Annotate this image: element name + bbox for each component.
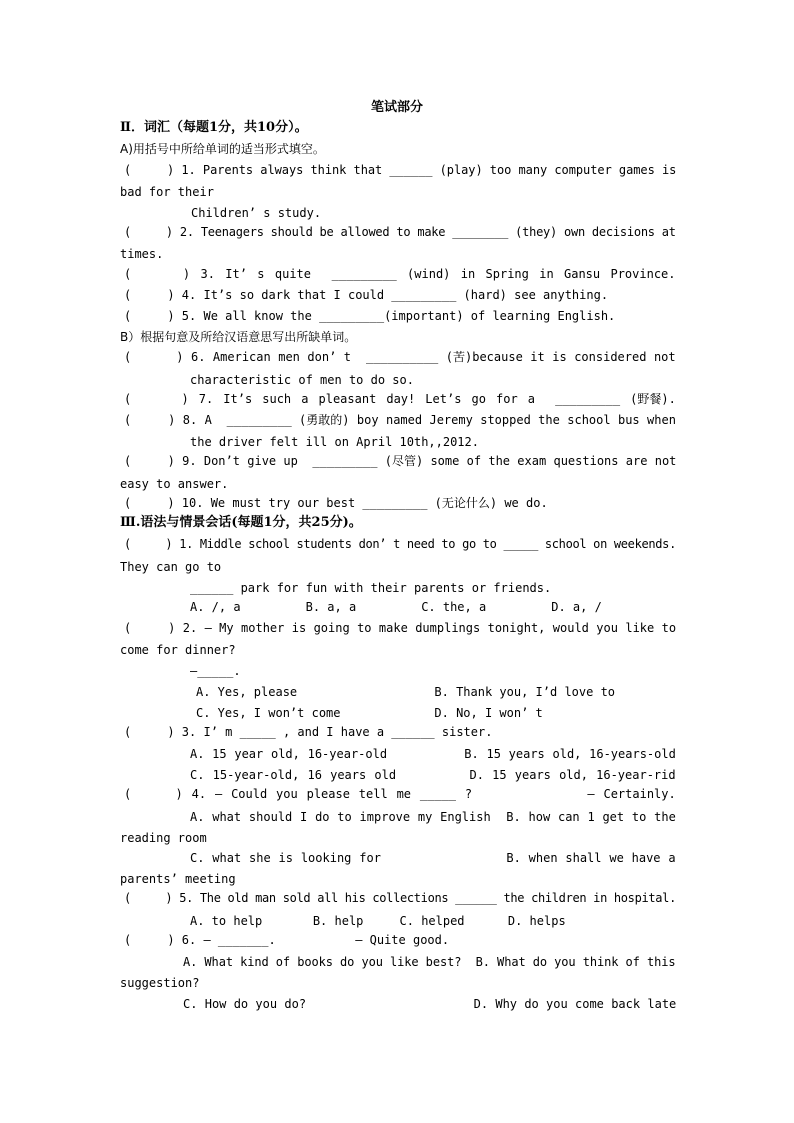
- grammar-q2-cont: come for dinner?: [120, 643, 236, 657]
- grammar-q2: ( ) 2. — My mother is going to make dumplings tonight, would you like to: [124, 621, 677, 635]
- vocab-q7: ( ) 7. It’s such a pleasant day! Let’s go for a _________ (野餐).: [124, 392, 676, 406]
- vocab-q8-cont: the driver felt ill on April 10th,,2012.: [190, 435, 479, 449]
- page-title: 笔试部分: [370, 100, 423, 115]
- grammar-q2-options-cd: C. Yes, I won’t come D. No, I won’ t: [196, 706, 543, 720]
- section-2-part-b: B）根据句意及所给汉语意思写出所缺单词。: [120, 330, 357, 344]
- grammar-q6-options-ab: A. What kind of books do you like best? B. What do you think of this: [183, 955, 676, 969]
- grammar-q1-cont2: ______ park for fun with their parents or friends.: [190, 581, 552, 595]
- grammar-q6-options-ab-cont: suggestion?: [120, 976, 200, 990]
- grammar-q1-cont: They can go to: [120, 560, 222, 574]
- grammar-q3-options-ab: A. 15 year old, 16-year-old B. 15 years old, 16-years-old: [190, 747, 676, 761]
- vocab-q8: ( ) 8. A _________ (勇敢的) boy named Jeremy stopped the school bus when: [124, 413, 676, 427]
- grammar-q5: ( ) 5. The old man sold all his collections ______ the children in hospital.: [124, 891, 676, 905]
- grammar-q3: ( ) 3. I’ m _____ , and I have a ______ sister.: [124, 725, 493, 739]
- grammar-q4-options-ab: A. what should I do to improve my English B. how can 1 get to the: [190, 810, 676, 824]
- grammar-q4-options-ab-cont: reading room: [120, 831, 207, 845]
- grammar-q5-options: A. to help B. help C. helped D. helps: [190, 914, 566, 928]
- grammar-q2-reply: —_____.: [190, 664, 241, 678]
- grammar-q4-options-cd: C. what she is looking for B. when shall we have a: [190, 851, 676, 865]
- grammar-q6-options-cd: C. How do you do? D. Why do you come back late: [183, 997, 677, 1011]
- vocab-q1-cont2: Children’ s study.: [191, 206, 322, 220]
- grammar-q4-options-cd-cont: parents’ meeting: [120, 872, 236, 886]
- vocab-q5: ( ) 5. We all know the _________(important) of learning English.: [124, 309, 616, 323]
- vocab-q4: ( ) 4. It’s so dark that I could _________ (hard) see anything.: [124, 288, 609, 302]
- vocab-q1: ( ) 1. Parents always think that ______ (play) too many computer games is: [124, 163, 677, 177]
- section-3-heading: Ⅲ.语法与情景会话(每题1分，共25分)。: [120, 515, 362, 530]
- section-2-part-a: A)用括号中所给单词的适当形式填空。: [120, 142, 325, 156]
- vocab-q2: ( ) 2. Teenagers should be allowed to make ________ (they) own decisions at: [124, 225, 676, 239]
- vocab-q10: ( ) 10. We must try our best _________ (无论什么) we do.: [124, 496, 548, 510]
- grammar-q1-options: A. /, a B. a, a C. the, a D. a, /: [190, 600, 602, 614]
- vocab-q9-cont: easy to answer.: [120, 477, 229, 491]
- grammar-q6: ( ) 6. — _______. — Quite good.: [124, 933, 450, 947]
- grammar-q3-options-cd: C. 15-year-old, 16 years old D. 15 years old, 16-year-rid: [190, 768, 676, 782]
- vocab-q6-cont: characteristic of men to do so.: [190, 373, 414, 387]
- grammar-q2-options-ab: A. Yes, please B. Thank you, I’d love to: [196, 685, 616, 699]
- vocab-q6: ( ) 6. American men don’ t __________ (苦)because it is considered not: [124, 350, 676, 364]
- vocab-q3: ( ) 3. It’ s quite _________ (wind) in Spring in Gansu Province.: [124, 267, 676, 281]
- vocab-q9: ( ) 9. Don’t give up _________ (尽管) some of the exam questions are not: [124, 454, 677, 468]
- vocab-q1-cont: bad for their: [120, 185, 214, 199]
- section-2-heading: Ⅱ．词汇（每题1分，共10分）。: [120, 120, 308, 135]
- grammar-q1: ( ) 1. Middle school students don’ t need to go to _____ school on weekends.: [124, 537, 676, 551]
- grammar-q4: ( ) 4. — Could you please tell me _____ ? — Certainly.: [124, 787, 676, 801]
- vocab-q2-cont: times.: [120, 247, 164, 261]
